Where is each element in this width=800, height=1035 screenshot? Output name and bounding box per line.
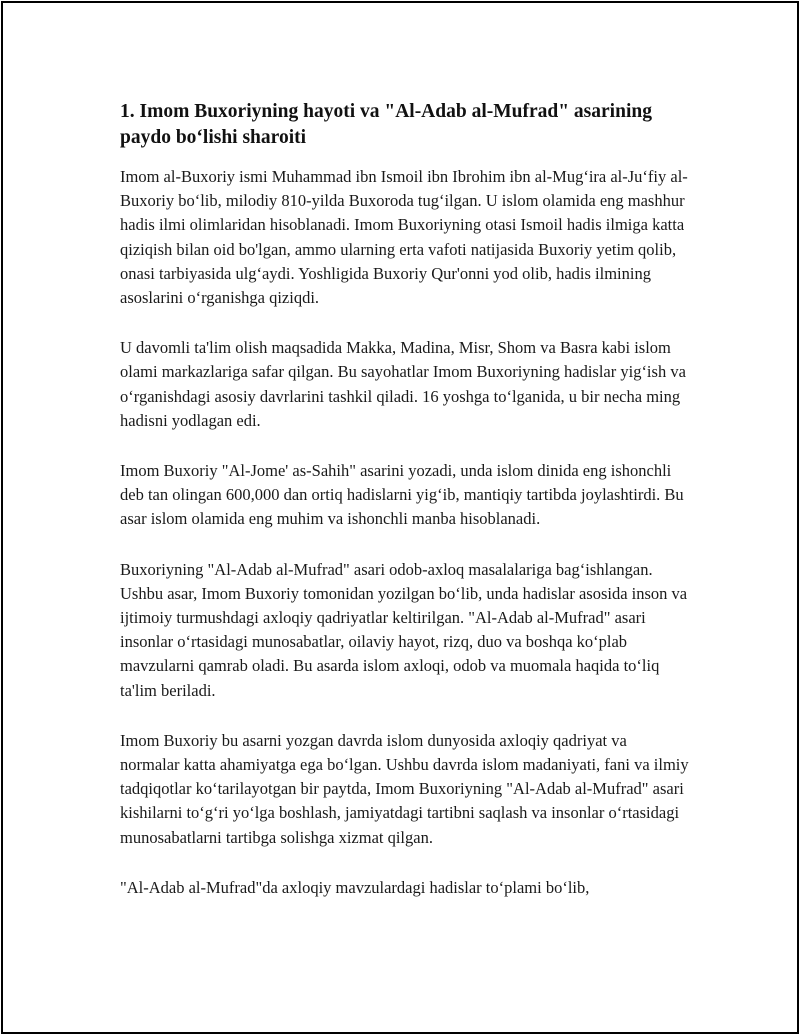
paragraph-3: Imom Buxoriy "Al-Jome' as-Sahih" asarini yozadi, unda islom dinida eng ishonchli deb tan olingan 600,000 dan ortiq hadislarni yig‘ib, mantiqiy tartibda joylashtirdi. Bu asar islom olamida eng muhim va ishonchli manba hisoblanadi. [120, 461, 684, 529]
paragraph-4: Buxoriyning "Al-Adab al-Mufrad" asari odob-axloq masalalariga bag‘ishlangan. Ushbu asar, Imom Buxoriy tomonidan yozilgan bo‘lib, unda hadislar asosida inson va ijtimoiy turmushdagi axloqiy qadriyatlar keltirilgan. "Al-Adab al-Mufrad" asari insonlar o‘rtasidagi munosabatlar, oilaviy hayot, rizq, duo va boshqa ko‘plab mavzularni qamrab oladi. Bu asarda islom axloqi, odob va muomala haqida to‘liq ta'lim beriladi. [120, 559, 688, 700]
document-body [120, 99, 690, 926]
page-frame [1, 1, 799, 1034]
paragraph-2: U davomli ta'lim olish maqsadida Makka, Madina, Misr, Shom va Basra kabi islom olami markazlariga safar qilgan. Bu sayohatlar Imom Buxoriyning hadislar yig‘ish va o‘rganishdagi asosiy davrlarini tashkil qiladi. 16 yoshga to‘lganida, u bir necha ming hadisni yodlagan edi. [120, 338, 686, 430]
section-heading: 1. Imom Buxoriyning hayoti va "Al-Adab al-Mufrad" asarining paydo bo‘lishi sharoiti [120, 101, 652, 148]
paragraph-1: Imom al-Buxoriy ismi Muhammad ibn Ismoil ibn Ibrohim ibn al-Mug‘ira al-Ju‘fiy al-Buxoriy bo‘lib, milodiy 810-yilda Buxoroda tug‘ilgan. U islom olamida eng mashhur hadis ilmi olimlaridan hisoblanadi. Imom Buxoriyning otasi Ismoil hadis ilmiga katta qiziqish bilan oid bo'lgan, ammo ularning erta vafoti natijasida Buxoriy yetim qolib, onasi tarbiyasida ulg‘aydi. Yoshligida Buxoriy Qur'onni yod olib, hadis ilmining asoslarini o‘rganishga qiziqdi. [120, 167, 688, 308]
paragraph-5: Imom Buxoriy bu asarni yozgan davrda islom dunyosida axloqiy qadriyat va normalar katta ahamiyatga ega bo‘lgan. Ushbu davrda islom madaniyati, fani va ilmiy tadqiqotlar ko‘tarilayotgan bir paytda, Imom Buxoriyning "Al-Adab al-Mufrad" asari kishilarni to‘g‘ri yo‘lga boshlash, jamiyatdagi tartibni saqlash va insonlar o‘rtasidagi munosabatlarni tartibga solishga xizmat qilgan. [120, 730, 689, 847]
paragraph-6: "Al-Adab al-Mufrad"da axloqiy mavzulardagi hadislar to‘plami bo‘lib, [120, 877, 590, 897]
